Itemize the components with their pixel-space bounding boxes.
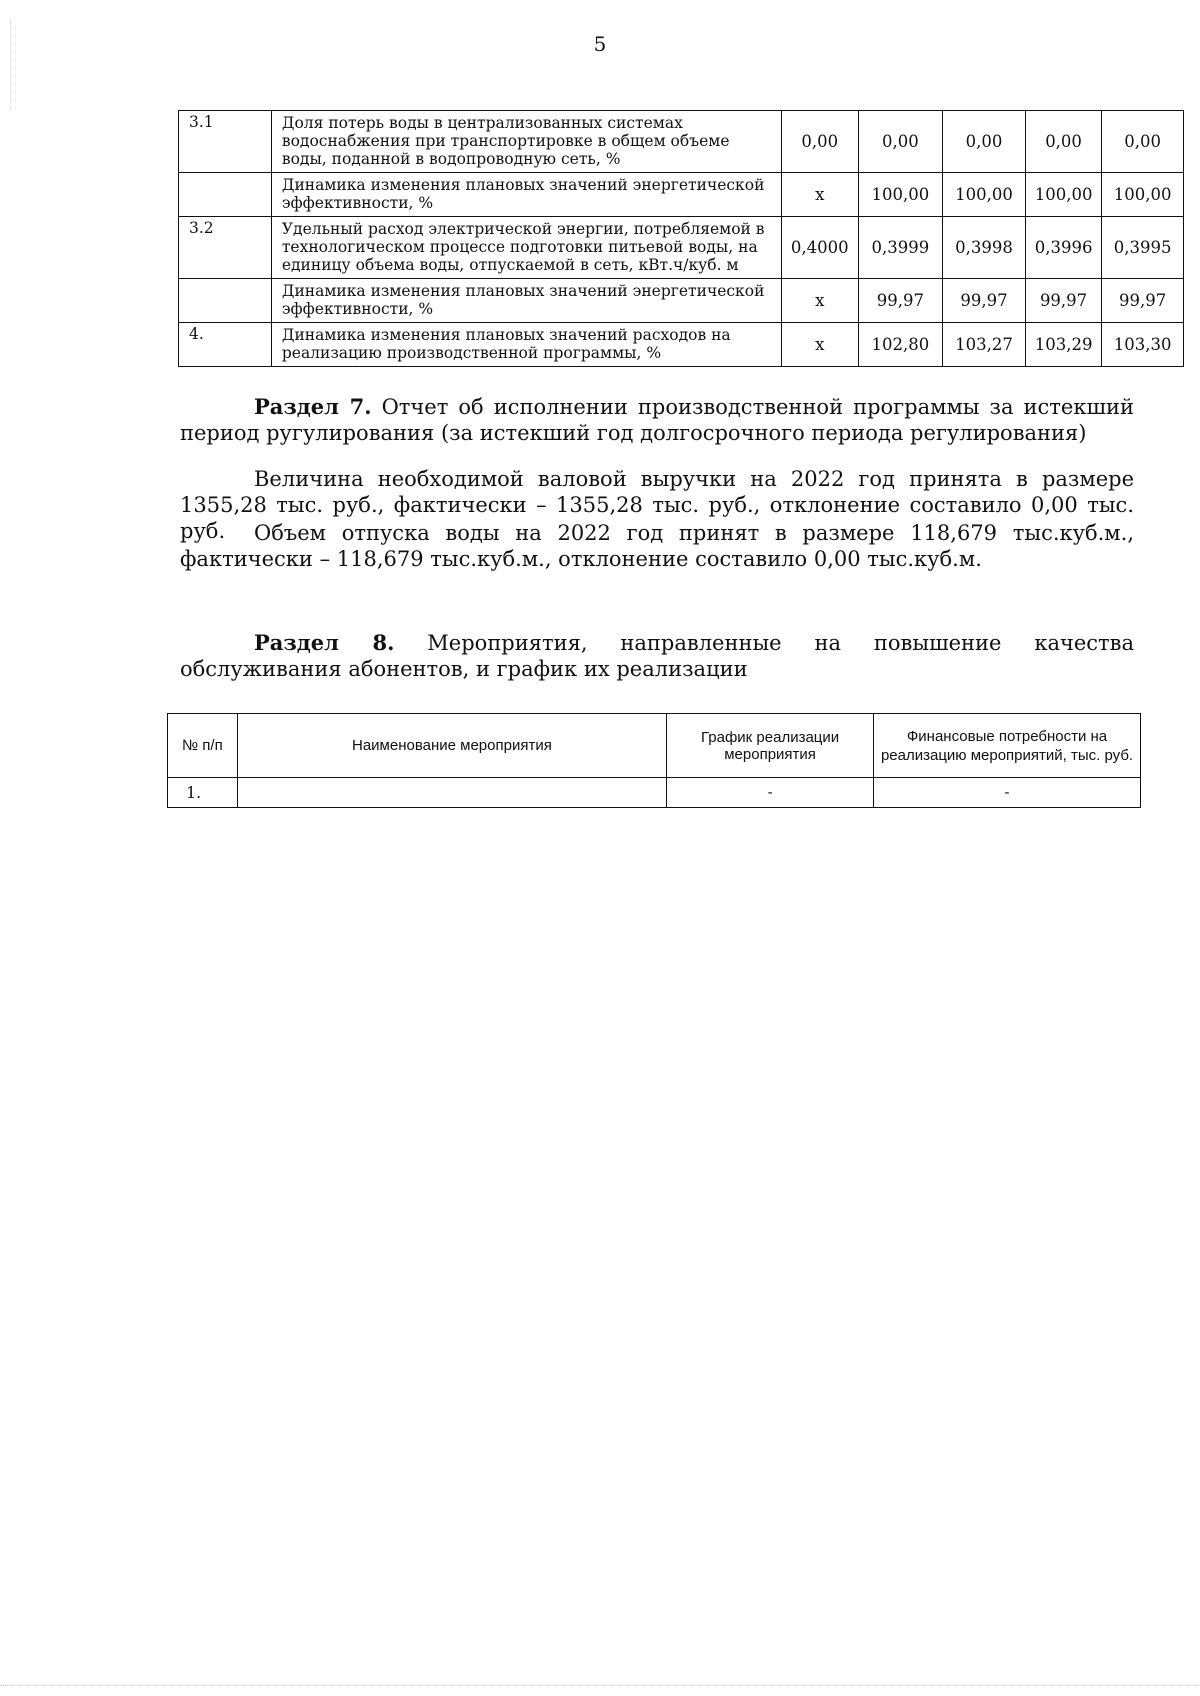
value-cell: 0,00 (943, 111, 1026, 173)
section7-heading-label: Раздел 7. (254, 394, 372, 419)
value-cell: х (781, 323, 858, 367)
table-header-row (168, 714, 1141, 778)
row-number: 1. (168, 778, 238, 808)
indicator-name: Динамика изменения плановых значений энергетической эффективности, % (271, 173, 781, 217)
indicators-table (178, 110, 1184, 367)
section8-heading (180, 630, 1134, 682)
row-number: 3.2 (179, 217, 272, 279)
value-cell: 103,27 (943, 323, 1026, 367)
value-cell: 0,00 (858, 111, 943, 173)
value-cell: 0,3998 (943, 217, 1026, 279)
value-cell: 100,00 (1025, 173, 1102, 217)
measure-schedule: - (667, 778, 874, 808)
section7-heading-text: Отчет об исполнении производственной программы за истекший период ругулирования (за истекший год долгосрочного периода регулирования) (180, 395, 1134, 445)
value-cell: 99,97 (1025, 279, 1102, 323)
value-cell: 0,3999 (858, 217, 943, 279)
value-cell: 103,29 (1025, 323, 1102, 367)
value-cell: х (781, 279, 858, 323)
value-cell: 100,00 (858, 173, 943, 217)
indicator-name: Доля потерь воды в централизованных системах водоснабжения при транспортировке в общем объеме воды, поданной в водопроводную сеть, % (271, 111, 781, 173)
value-cell: 99,97 (858, 279, 943, 323)
section7-paragraph-volume: Объем отпуска воды на 2022 год принят в размере 118,679 тыс.куб.м., фактически – 118,679 тыс.куб.м., отклонение составило 0,00 тыс.куб.м. (180, 521, 1134, 571)
table-row (168, 778, 1141, 808)
row-number (179, 173, 272, 217)
value-cell: 0,00 (1025, 111, 1102, 173)
table-row (179, 217, 1184, 279)
value-cell: 0,3996 (1025, 217, 1102, 279)
table-row (179, 323, 1184, 367)
table-row (179, 279, 1184, 323)
section8-heading-label: Раздел 8. (254, 630, 395, 655)
header-name: Наименование мероприятия (237, 714, 666, 778)
value-cell: 103,30 (1102, 323, 1184, 367)
page-number: 5 (593, 32, 607, 56)
table-row (179, 111, 1184, 173)
section7-heading (180, 394, 1134, 446)
header-finance: Финансовые потребности на реализацию мероприятий, тыс. руб. (874, 714, 1141, 778)
value-cell: 102,80 (858, 323, 943, 367)
indicator-name: Динамика изменения плановых значений расходов на реализацию производственной программы, % (271, 323, 781, 367)
row-number: 3.1 (179, 111, 272, 173)
indicator-name: Удельный расход электрической энергии, потребляемой в технологическом процессе подготовки питьевой воды, на единицу объема воды, отпускаемой в сеть, кВт.ч/куб. м (271, 217, 781, 279)
header-num: № п/п (168, 714, 238, 778)
section8-heading-text: Мероприятия, направленные на повышение качества обслуживания абонентов, и график их реализации (180, 631, 1134, 681)
row-number (179, 279, 272, 323)
indicator-name: Динамика изменения плановых значений энергетической эффективности, % (271, 279, 781, 323)
value-cell: х (781, 173, 858, 217)
value-cell: 100,00 (1102, 173, 1184, 217)
row-number: 4. (179, 323, 272, 367)
value-cell: 0,00 (1102, 111, 1184, 173)
value-cell: 99,97 (1102, 279, 1184, 323)
header-schedule: График реализации мероприятия (667, 714, 874, 778)
value-cell: 99,97 (943, 279, 1026, 323)
section7-paragraph-revenue: Величина необходимой валовой выручки на 2022 год принята в размере 1355,28 тыс. руб., фактически – 1355,28 тыс. руб., отклонение составило 0,00 тыс. руб. (180, 467, 1134, 543)
table-row (179, 173, 1184, 217)
value-cell: 0,00 (781, 111, 858, 173)
value-cell: 100,00 (943, 173, 1026, 217)
measure-finance: - (874, 778, 1141, 808)
value-cell: 0,4000 (781, 217, 858, 279)
measure-name (237, 778, 666, 808)
measures-table (167, 713, 1141, 808)
scan-edge-line (0, 1685, 1200, 1687)
value-cell: 0,3995 (1102, 217, 1184, 279)
